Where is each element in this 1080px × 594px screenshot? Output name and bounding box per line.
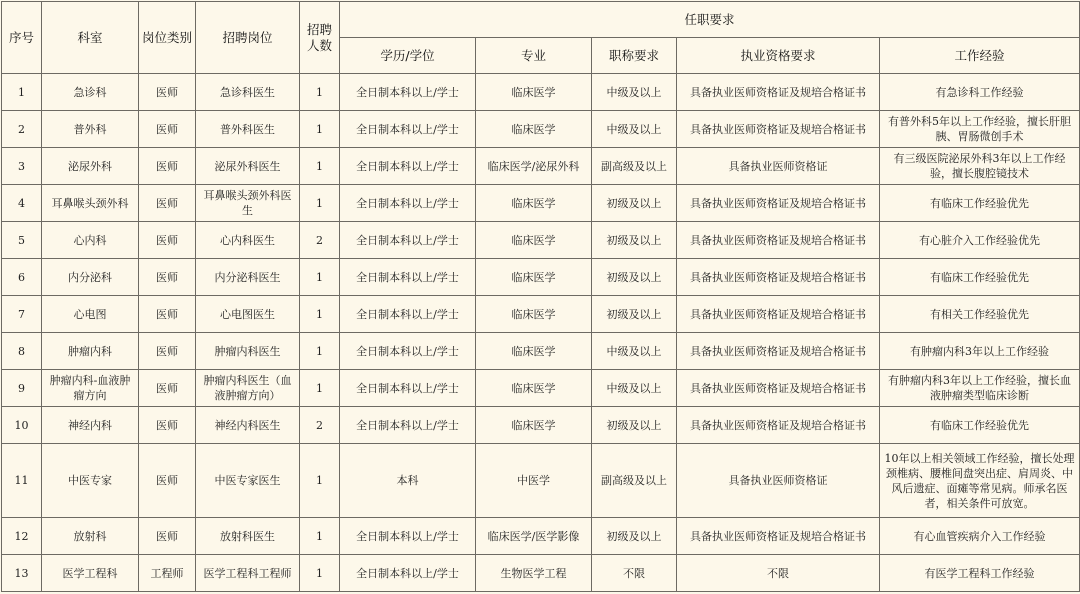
cell-license: 具备执业医师资格证及规培合格证书	[677, 222, 880, 259]
cell-experience: 有急诊科工作经验	[880, 74, 1080, 111]
cell-seq: 12	[2, 518, 42, 555]
cell-major: 临床医学/泌尿外科	[476, 148, 592, 185]
cell-education: 全日制本科以上/学士	[340, 296, 476, 333]
cell-category: 医师	[139, 74, 196, 111]
cell-title: 初级及以上	[592, 296, 677, 333]
cell-seq: 5	[2, 222, 42, 259]
header-experience: 工作经验	[880, 38, 1080, 74]
cell-dept: 放射科	[42, 518, 139, 555]
cell-count: 2	[300, 407, 340, 444]
cell-count: 1	[300, 333, 340, 370]
header-license: 执业资格要求	[677, 38, 880, 74]
cell-count: 1	[300, 555, 340, 592]
cell-dept: 普外科	[42, 111, 139, 148]
cell-education: 全日制本科以上/学士	[340, 222, 476, 259]
cell-license: 具备执业医师资格证及规培合格证书	[677, 111, 880, 148]
table-row	[2, 555, 1080, 592]
cell-category: 医师	[139, 259, 196, 296]
cell-position: 耳鼻喉头颈外科医生	[196, 185, 300, 222]
table-row	[2, 518, 1080, 555]
cell-dept: 神经内科	[42, 407, 139, 444]
cell-education: 全日制本科以上/学士	[340, 407, 476, 444]
table-row	[2, 370, 1080, 407]
cell-count: 2	[300, 222, 340, 259]
cell-position: 肿瘤内科医生	[196, 333, 300, 370]
cell-seq: 6	[2, 259, 42, 296]
cell-experience: 有临床工作经验优先	[880, 259, 1080, 296]
cell-title: 初级及以上	[592, 222, 677, 259]
cell-position: 普外科医生	[196, 111, 300, 148]
table-row	[2, 333, 1080, 370]
table-row	[2, 259, 1080, 296]
table-body	[2, 74, 1080, 592]
cell-major: 临床医学	[476, 185, 592, 222]
cell-position: 放射科医生	[196, 518, 300, 555]
cell-dept: 耳鼻喉头颈外科	[42, 185, 139, 222]
cell-title: 副高级及以上	[592, 148, 677, 185]
cell-license: 不限	[677, 555, 880, 592]
cell-category: 医师	[139, 370, 196, 407]
cell-seq: 1	[2, 74, 42, 111]
cell-category: 医师	[139, 407, 196, 444]
cell-category: 医师	[139, 296, 196, 333]
cell-education: 全日制本科以上/学士	[340, 111, 476, 148]
cell-education: 全日制本科以上/学士	[340, 370, 476, 407]
header-count: 招聘人数	[300, 2, 340, 74]
cell-license: 具备执业医师资格证及规培合格证书	[677, 370, 880, 407]
cell-count: 1	[300, 111, 340, 148]
cell-title: 初级及以上	[592, 185, 677, 222]
cell-seq: 13	[2, 555, 42, 592]
cell-experience: 有普外科5年以上工作经验，擅长肝胆胰、胃肠微创手术	[880, 111, 1080, 148]
cell-dept: 中医专家	[42, 444, 139, 518]
cell-major: 临床医学	[476, 296, 592, 333]
table-row	[2, 148, 1080, 185]
cell-title: 初级及以上	[592, 407, 677, 444]
cell-position: 急诊科医生	[196, 74, 300, 111]
cell-major: 临床医学	[476, 111, 592, 148]
header-dept: 科室	[42, 2, 139, 74]
table-row	[2, 444, 1080, 518]
cell-experience: 有临床工作经验优先	[880, 185, 1080, 222]
cell-experience: 有肿瘤内科3年以上工作经验，擅长血液肿瘤类型临床诊断	[880, 370, 1080, 407]
table-row	[2, 222, 1080, 259]
cell-title: 不限	[592, 555, 677, 592]
cell-category: 医师	[139, 111, 196, 148]
cell-license: 具备执业医师资格证及规培合格证书	[677, 259, 880, 296]
cell-major: 临床医学	[476, 74, 592, 111]
cell-dept: 肿瘤内科-血液肿瘤方向	[42, 370, 139, 407]
cell-position: 泌尿外科医生	[196, 148, 300, 185]
cell-category: 医师	[139, 148, 196, 185]
cell-position: 肿瘤内科医生（血液肿瘤方向）	[196, 370, 300, 407]
cell-major: 生物医学工程	[476, 555, 592, 592]
cell-position: 心电图医生	[196, 296, 300, 333]
header-row-top	[2, 2, 1080, 38]
cell-major: 临床医学	[476, 370, 592, 407]
cell-count: 1	[300, 370, 340, 407]
cell-dept: 医学工程科	[42, 555, 139, 592]
cell-count: 1	[300, 148, 340, 185]
cell-license: 具备执业医师资格证及规培合格证书	[677, 407, 880, 444]
cell-license: 具备执业医师资格证	[677, 148, 880, 185]
cell-education: 全日制本科以上/学士	[340, 148, 476, 185]
cell-category: 医师	[139, 333, 196, 370]
cell-title: 初级及以上	[592, 259, 677, 296]
cell-position: 内分泌科医生	[196, 259, 300, 296]
header-seq: 序号	[2, 2, 42, 74]
cell-dept: 心内科	[42, 222, 139, 259]
cell-education: 全日制本科以上/学士	[340, 555, 476, 592]
cell-education: 全日制本科以上/学士	[340, 333, 476, 370]
cell-education: 本科	[340, 444, 476, 518]
cell-position: 心内科医生	[196, 222, 300, 259]
cell-count: 1	[300, 296, 340, 333]
cell-count: 1	[300, 518, 340, 555]
cell-title: 中级及以上	[592, 370, 677, 407]
cell-title: 副高级及以上	[592, 444, 677, 518]
cell-major: 临床医学	[476, 407, 592, 444]
cell-count: 1	[300, 259, 340, 296]
cell-position: 医学工程科工程师	[196, 555, 300, 592]
cell-count: 1	[300, 444, 340, 518]
cell-experience: 有肿瘤内科3年以上工作经验	[880, 333, 1080, 370]
cell-dept: 内分泌科	[42, 259, 139, 296]
table-row	[2, 407, 1080, 444]
cell-major: 临床医学	[476, 222, 592, 259]
cell-experience: 有心血管疾病介入工作经验	[880, 518, 1080, 555]
cell-education: 全日制本科以上/学士	[340, 185, 476, 222]
header-major: 专业	[476, 38, 592, 74]
cell-dept: 急诊科	[42, 74, 139, 111]
cell-seq: 4	[2, 185, 42, 222]
cell-title: 中级及以上	[592, 74, 677, 111]
cell-license: 具备执业医师资格证	[677, 444, 880, 518]
table-row	[2, 111, 1080, 148]
cell-education: 全日制本科以上/学士	[340, 259, 476, 296]
cell-category: 医师	[139, 518, 196, 555]
cell-category: 医师	[139, 444, 196, 518]
cell-experience: 有心脏介入工作经验优先	[880, 222, 1080, 259]
header-category: 岗位类别	[139, 2, 196, 74]
cell-category: 医师	[139, 222, 196, 259]
cell-experience: 10年以上相关领域工作经验，擅长处理颈椎病、腰椎间盘突出症、肩周炎、中风后遗症、面瘫等常见病。师承名医者，相关条件可放宽。	[880, 444, 1080, 518]
cell-license: 具备执业医师资格证及规培合格证书	[677, 333, 880, 370]
cell-major: 临床医学	[476, 333, 592, 370]
cell-license: 具备执业医师资格证及规培合格证书	[677, 518, 880, 555]
cell-seq: 2	[2, 111, 42, 148]
cell-count: 1	[300, 74, 340, 111]
cell-seq: 11	[2, 444, 42, 518]
table-row	[2, 185, 1080, 222]
cell-title: 中级及以上	[592, 111, 677, 148]
cell-education: 全日制本科以上/学士	[340, 518, 476, 555]
cell-seq: 7	[2, 296, 42, 333]
cell-count: 1	[300, 185, 340, 222]
table-row	[2, 74, 1080, 111]
cell-dept: 肿瘤内科	[42, 333, 139, 370]
cell-title: 初级及以上	[592, 518, 677, 555]
cell-position: 中医专家医生	[196, 444, 300, 518]
cell-license: 具备执业医师资格证及规培合格证书	[677, 185, 880, 222]
cell-experience: 有临床工作经验优先	[880, 407, 1080, 444]
cell-major: 临床医学/医学影像	[476, 518, 592, 555]
cell-license: 具备执业医师资格证及规培合格证书	[677, 296, 880, 333]
cell-category: 工程师	[139, 555, 196, 592]
header-education: 学历/学位	[340, 38, 476, 74]
cell-experience: 有医学工程科工作经验	[880, 555, 1080, 592]
cell-title: 中级及以上	[592, 333, 677, 370]
table-row	[2, 296, 1080, 333]
cell-position: 神经内科医生	[196, 407, 300, 444]
cell-experience: 有三级医院泌尿外科3年以上工作经验，擅长腹腔镜技术	[880, 148, 1080, 185]
cell-major: 中医学	[476, 444, 592, 518]
header-position: 招聘岗位	[196, 2, 300, 74]
cell-education: 全日制本科以上/学士	[340, 74, 476, 111]
cell-major: 临床医学	[476, 259, 592, 296]
cell-seq: 9	[2, 370, 42, 407]
cell-category: 医师	[139, 185, 196, 222]
cell-dept: 泌尿外科	[42, 148, 139, 185]
recruitment-table	[1, 1, 1080, 592]
cell-seq: 8	[2, 333, 42, 370]
cell-dept: 心电图	[42, 296, 139, 333]
cell-seq: 10	[2, 407, 42, 444]
header-title: 职称要求	[592, 38, 677, 74]
cell-experience: 有相关工作经验优先	[880, 296, 1080, 333]
cell-seq: 3	[2, 148, 42, 185]
header-requirements: 任职要求	[340, 2, 1080, 38]
cell-license: 具备执业医师资格证及规培合格证书	[677, 74, 880, 111]
